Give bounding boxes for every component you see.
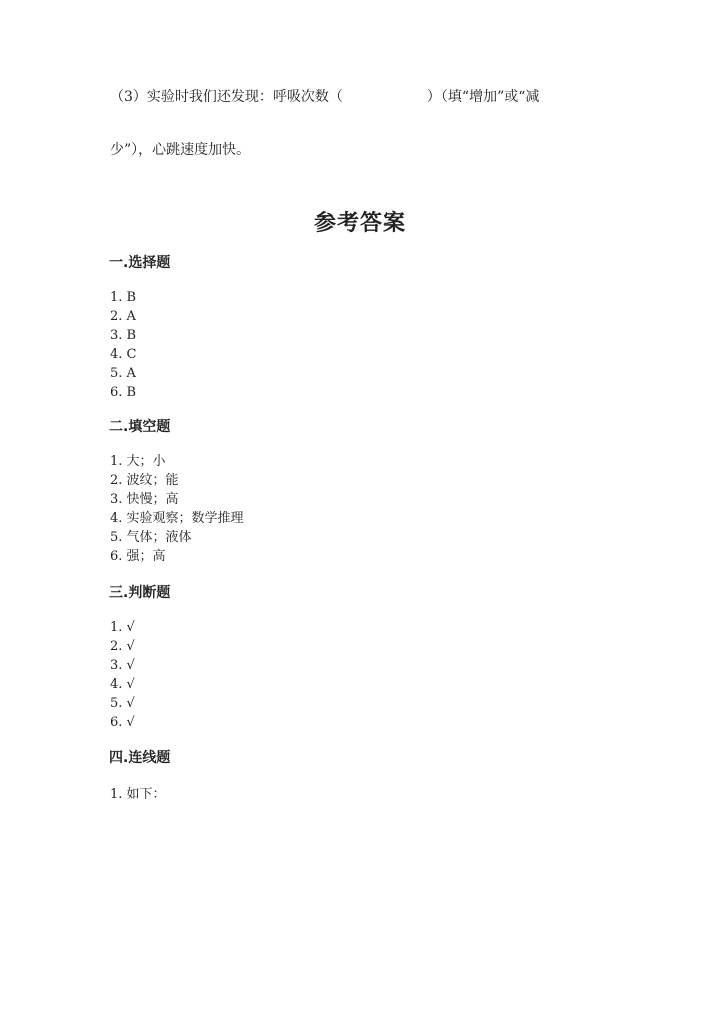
section-heading-choice: 一.选择题: [109, 255, 171, 271]
answer-list-choice: [110, 288, 136, 402]
section-heading-matching: 四.连线题: [109, 750, 171, 766]
question-text-line-1: （3）实验时我们还发现：呼吸次数（ ）（填“增加”或“减: [110, 89, 540, 105]
answer-item: 2. √: [110, 639, 135, 654]
answer-item: 5. A: [110, 366, 136, 381]
answer-item: 1. 如下：: [110, 787, 166, 802]
answer-list-fill-in: [110, 452, 244, 566]
answer-key-title: 参考答案: [313, 211, 406, 236]
answer-list-true-false: [110, 618, 135, 732]
answer-item: 6. B: [110, 385, 137, 400]
answer-item: 2. A: [110, 309, 136, 324]
section-heading-fill-in: 二.填空题: [109, 419, 171, 435]
answer-item: 1. B: [110, 290, 137, 305]
answer-item: 4. 实验观察；数学推理: [110, 511, 244, 526]
answer-item: 3. B: [110, 328, 137, 343]
answer-item: 4. C: [110, 347, 137, 362]
answer-item: 1. 大；小: [110, 454, 166, 469]
answer-item: 5. √: [110, 696, 135, 711]
question-text-line-2: 少”），心跳速度加快。: [110, 142, 251, 158]
answer-item: 1. √: [110, 620, 135, 635]
answer-item: 5. 气体；液体: [110, 530, 192, 545]
section-heading-true-false: 三.判断题: [109, 585, 171, 601]
answer-item: 6. 强；高: [110, 549, 166, 564]
answer-item: 2. 波纹；能: [110, 473, 179, 488]
answer-item: 6. √: [110, 715, 135, 730]
answer-item: 3. 快慢；高: [110, 492, 179, 507]
answer-item: 3. √: [110, 658, 135, 673]
answer-item: 4. √: [110, 677, 135, 692]
